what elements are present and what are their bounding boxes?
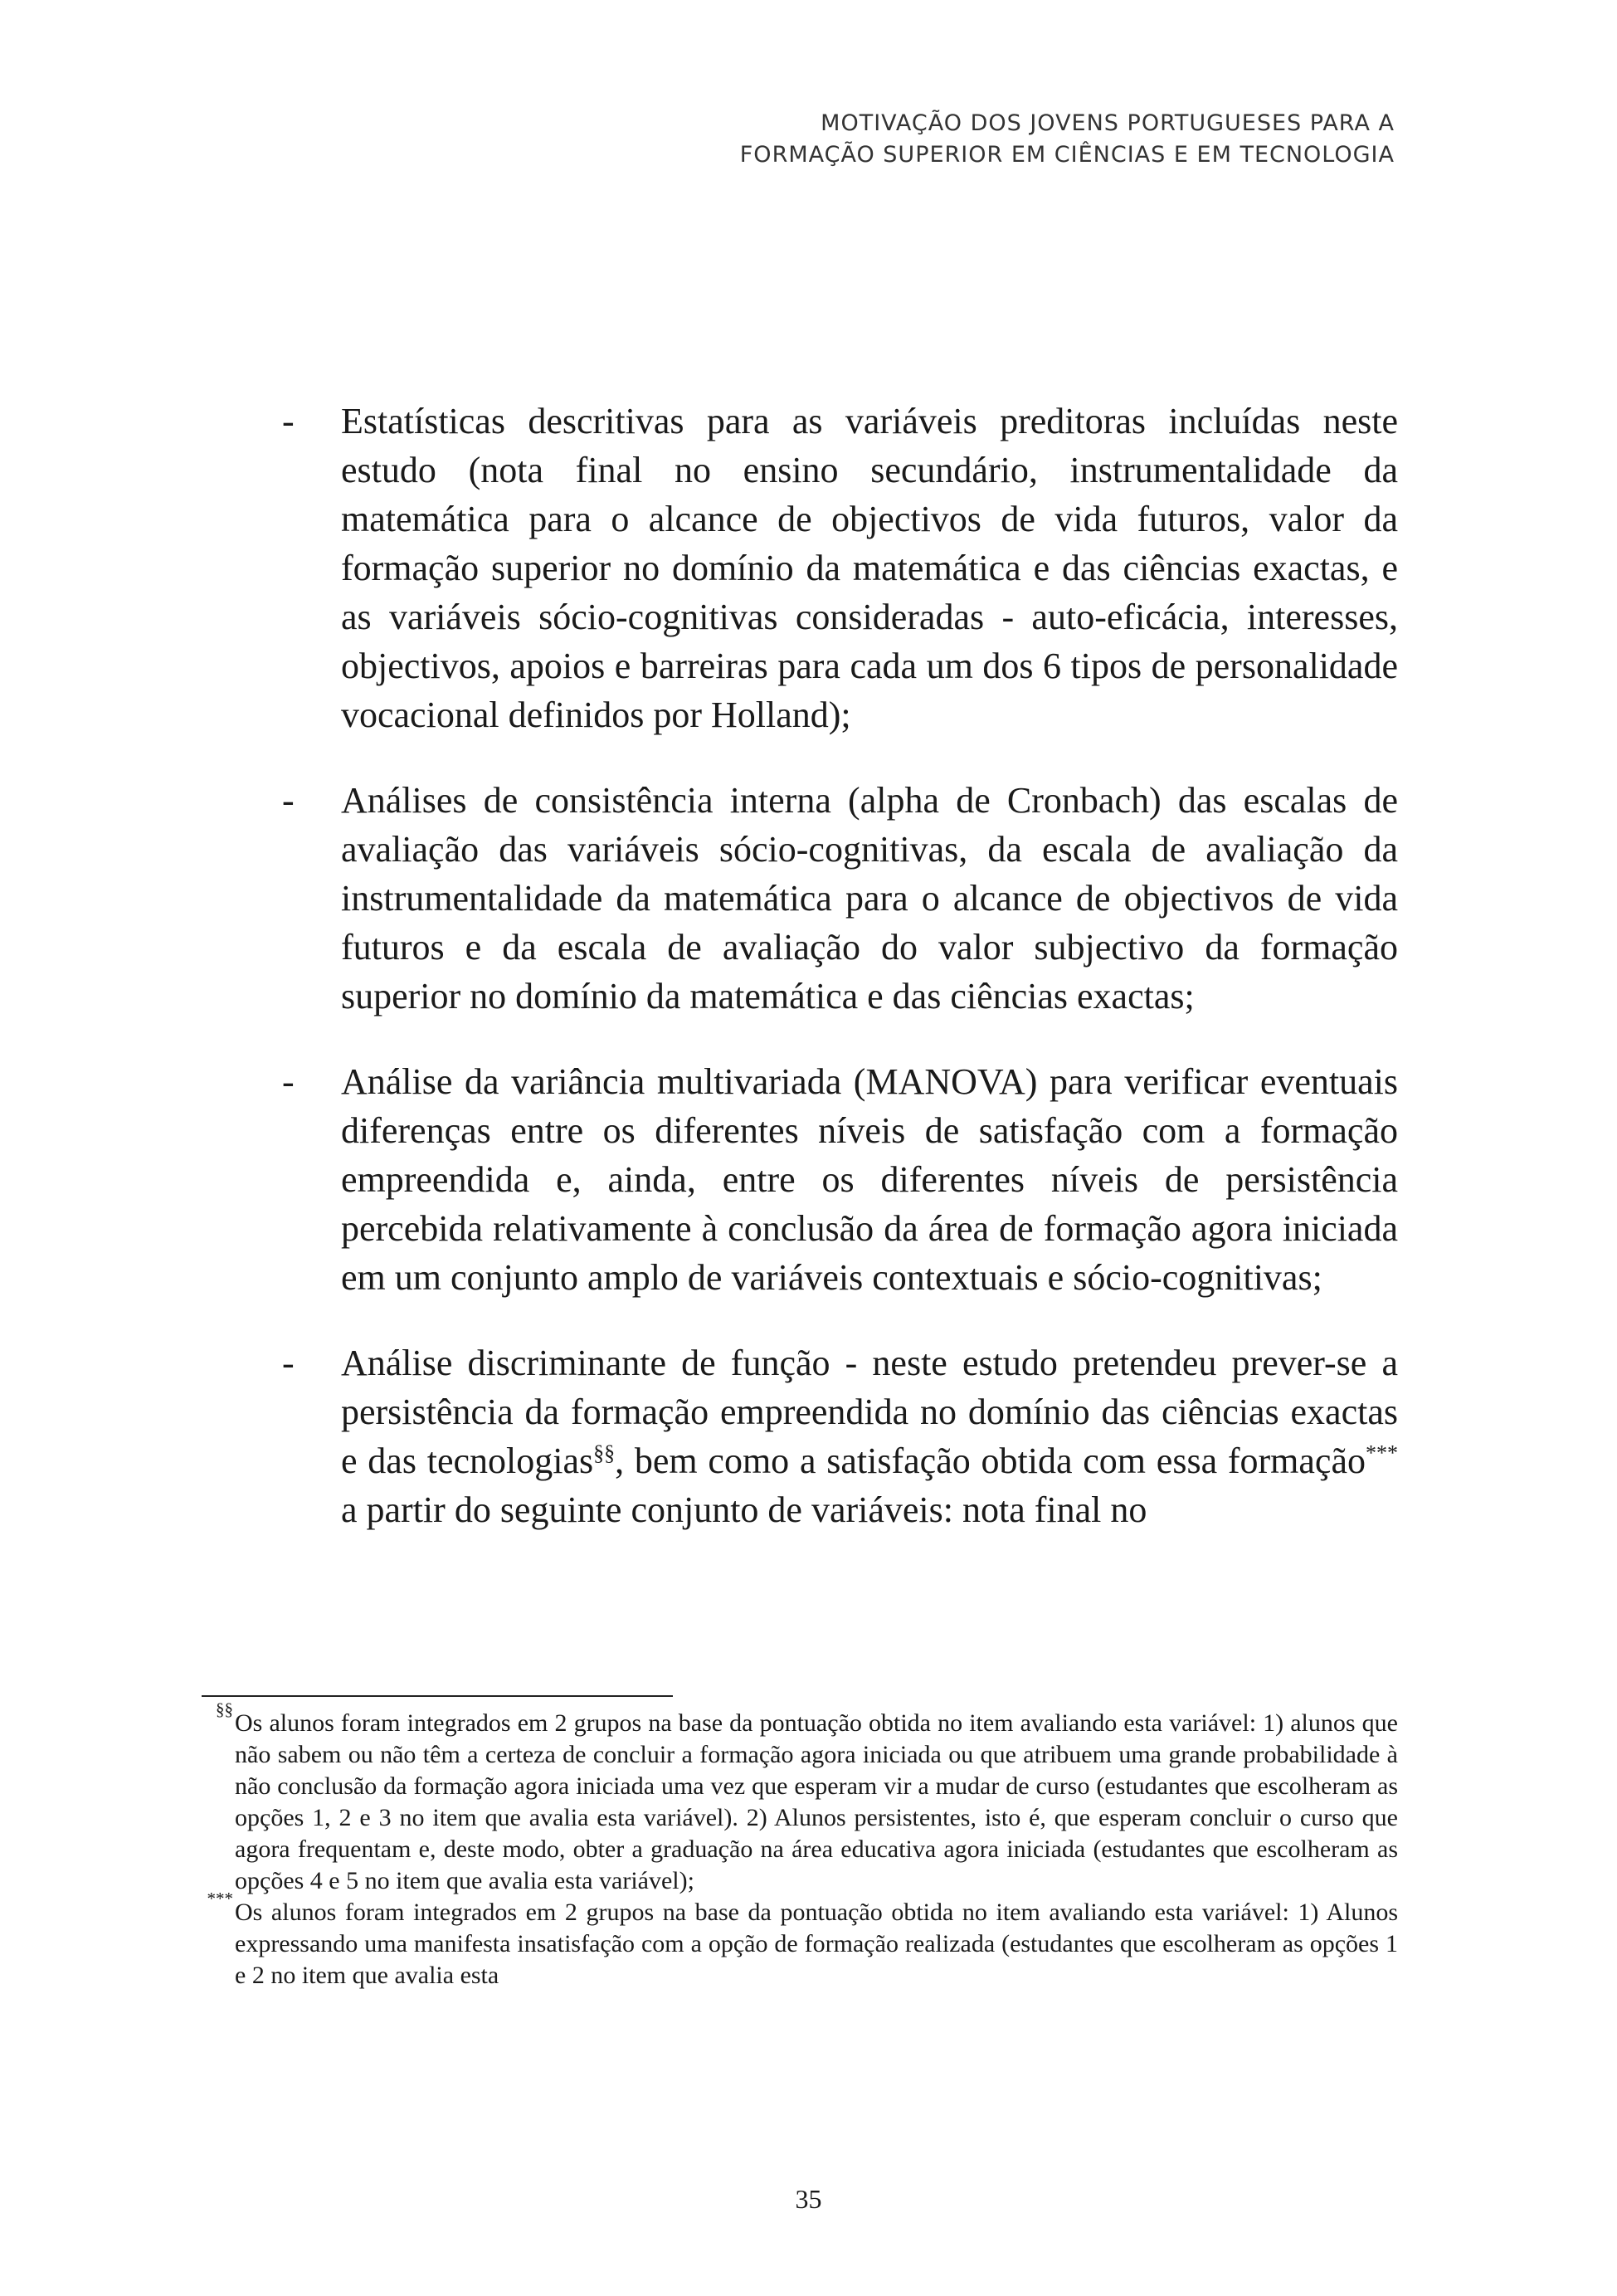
list-bullet: - [282, 401, 295, 441]
list-item-text: Análise da variância multivariada (MANOVA) para verificar eventuais diferenças entre os diferentes níveis de satisfação com a formação empreendida e, ainda, entre os diferentes níveis de persistência percebida relativamente à conclusão da área de formação agora iniciada em um conjunto amplo de variáveis contextuais e sócio-cognitivas; [341, 1061, 1398, 1298]
footnote-reference-ss[interactable]: §§ [593, 1440, 616, 1465]
list-item-text: Análises de consistência interna (alpha de Cronbach) das escalas de avaliação das variáveis sócio-cognitivas, da escala de avaliação da instrumentalidade da matemática para o alcance de objectivos de vida futuros e da escala de avaliação do valor subjectivo da formação superior no domínio da matemática e das ciências exactas; [341, 780, 1398, 1016]
list-item-text-part-c: a partir do seguinte conjunto de variáveis: nota final no [341, 1489, 1147, 1530]
list-bullet: - [282, 1061, 295, 1102]
footnote-text: Os alunos foram integrados em 2 grupos na base da pontuação obtida no item avaliando esta variável: 1) alunos que não sabem ou não têm a certeza de concluir a formação agora iniciada ou que atribuem uma grande probabilidade à não conclusão da formação agora iniciada uma vez que esperam vir a mudar de curso (estudantes que escolheram as opções 1, 2 e 3 no item que avalia esta variável). 2) Alunos persistentes, isto é, que esperam concluir o curso que agora frequentam e, deste modo, obter a graduação na área educativa agora iniciada (estudantes que escolheram as opções 4 e 5 no item que avalia esta variável); [235, 1709, 1398, 1894]
running-header-line-2: FORMAÇÃO SUPERIOR EM CIÊNCIAS E EM TECNOLOGIA [739, 142, 1395, 168]
footnote-text: Os alunos foram integrados em 2 grupos na base da pontuação obtida no item avaliando esta variável: 1) Alunos expressando uma manifesta insatisfação com a opção de formação realizada (estudantes que escolheram as opções 1 e 2 no item que avalia esta [235, 1899, 1398, 1989]
running-header-line-1: MOTIVAÇÃO DOS JOVENS PORTUGUESES PARA A [821, 110, 1395, 136]
list-item-text-part-a: Análise discriminante de função - neste estudo pretendeu prever-se a persistência da formação empreendida no domínio das ciências exactas e das tecnologias [341, 1343, 1398, 1481]
footnote-reference-asterisks[interactable]: *** [1366, 1440, 1398, 1465]
list-item-descriptive-statistics [282, 397, 1398, 739]
list-item-manova [282, 1057, 1398, 1302]
list-item-discriminant-analysis [282, 1338, 1398, 1534]
analysis-list [282, 397, 1398, 1534]
list-item-internal-consistency [282, 776, 1398, 1021]
footnote-mark: §§ [216, 1699, 233, 1719]
list-bullet: - [282, 780, 295, 821]
footnote-ss [202, 1699, 1398, 1897]
list-item-text-part-b: , bem como a satisfação obtida com essa formação [615, 1440, 1366, 1481]
footnote-asterisks [202, 1889, 1398, 1991]
list-item-text: Estatísticas descritivas para as variáveis preditoras incluídas neste estudo (nota final no ensino secundário, instrumentalidade da matemática para o alcance de objectivos de vida futuros, valor da formação superior no domínio da matemática e das ciências exactas, e as variáveis sócio-cognitivas consideradas - auto-eficácia, interesses, objectivos, apoios e barreiras para cada um dos 6 tipos de personalidade vocacional definidos por Holland); [341, 401, 1398, 735]
footnote-mark: *** [207, 1889, 233, 1908]
list-bullet: - [282, 1343, 295, 1383]
footnote-separator [202, 1695, 673, 1697]
page-number: 35 [795, 2184, 822, 2214]
footnotes [202, 1699, 1398, 1991]
running-header [233, 108, 1395, 171]
